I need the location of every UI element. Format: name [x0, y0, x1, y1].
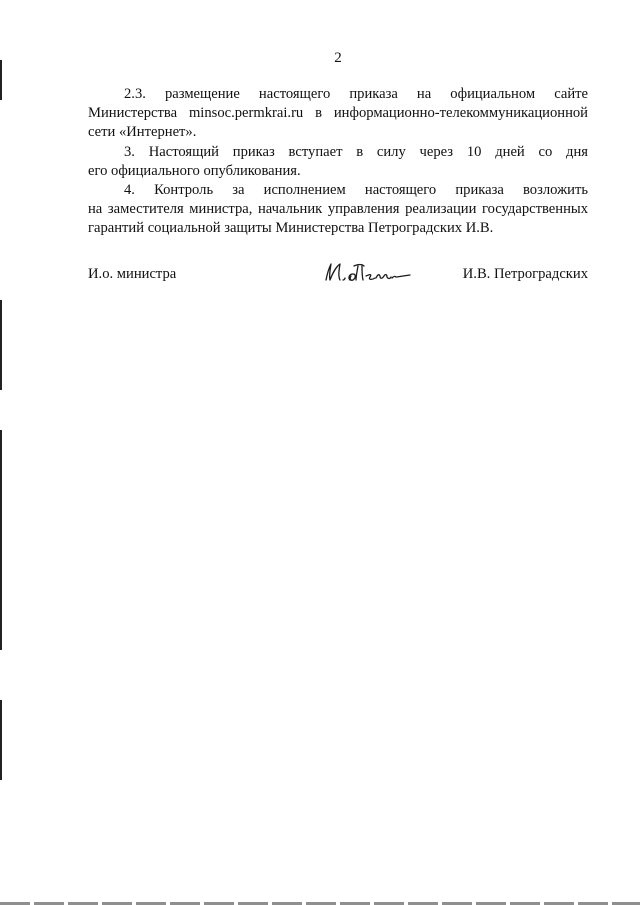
signatory-name: И.В. Петроградских [462, 266, 588, 282]
scan-edge-mark [0, 60, 2, 100]
scan-edge-mark [0, 700, 2, 780]
paragraph-line: сети «Интернет». [88, 124, 197, 141]
paragraph-line: 2.3. размещение настоящего приказа на официальном сайте [124, 86, 588, 102]
paragraph-line: 3. Настоящий приказ вступает в силу через 10 дней со дня [124, 143, 588, 160]
paragraph-line: Министерства minsoc.permkrai.ru в информационно-телекоммуникационной [88, 105, 588, 122]
paragraph-4 [88, 181, 588, 239]
paragraph-line: гарантий социальной защиты Министерства Петроградских И.В. [88, 220, 494, 237]
paragraph-3 [88, 143, 588, 181]
paragraph-line: его официального опубликования. [88, 162, 301, 179]
page-number: 2 [334, 50, 342, 66]
scan-edge-mark [0, 300, 2, 390]
paragraph-line: на заместителя министра, начальник управления реализации государственных [88, 201, 588, 218]
paragraph-line: 4. Контроль за исполнением настоящего приказа возложить [124, 182, 588, 199]
scan-edge-mark [0, 430, 2, 650]
handwritten-signature [320, 256, 420, 288]
document-body [88, 85, 588, 239]
paragraph-2-3 [88, 85, 588, 143]
signature-block [88, 262, 588, 292]
signatory-title: И.о. министра [88, 266, 177, 282]
